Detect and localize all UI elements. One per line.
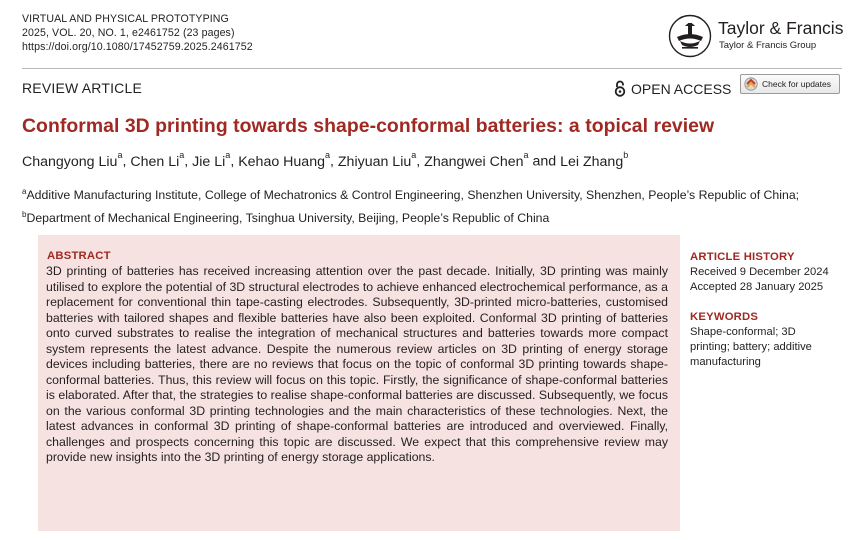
author[interactable]: Chen Li$^a$ — [130, 150, 185, 170]
article-history — [690, 250, 850, 295]
journal-doi-link[interactable]: https://doi.org/10.1080/17452759.2025.2461752 — [22, 41, 253, 53]
author[interactable]: Zhiyuan Liu$^a$ — [337, 150, 417, 170]
publisher-group: Taylor & Francis Group — [719, 40, 817, 51]
article-type: REVIEW ARTICLE — [22, 80, 143, 96]
abstract-text: 3D printing of batteries has received increasing attention over the past decade. Initially, 3D printing was mainly utilised to explore the potential of 3D structural electrodes to achieve enhanced electrochemical performance, as a replacement for conventional thin tape-casting electrodes. Subsequently, 3D-printed micro-batteries, customised batteries with tailored shapes and flexible batteries have also been exploited. Conformal 3D printing of batteries onto curved substrates to realise the integration of mechanical structures and batteries towards more compact system represents the latest advance. Despite the numerous review articles on 3D printing of energy storage devices including batteries, there are no reviews that focus on the topic of conformal 3D printing towards shape-conformal batteries. Thus, this review will focus on this topic. Firstly, the significance of shape-conformal batteries is elaborated. After that, the strategies to realise shape-conformal batteries are discussed. Subsequently, we focus on the various conformal 3D printing technologies and the main characteristics of these technologies. Next, the latest advances in conformal 3D printing of shape-conformal batteries are introduced and overviewed. Finally, challenges and prospects concerning this topic are discussed. We expect that this comprehensive review may provide new insights into the 3D printing of energy storage applications. — [46, 264, 668, 464]
author[interactable]: Changyong Liu$^a$ — [22, 150, 123, 170]
author[interactable]: Jie Li$^a$ — [192, 150, 231, 170]
journal-info — [22, 12, 253, 54]
article-title: Conformal 3D printing towards shape-conformal batteries: a topical review — [22, 115, 715, 137]
keywords-heading: KEYWORDS — [690, 311, 759, 323]
article-history-heading: ARTICLE HISTORY — [690, 251, 795, 263]
taylor-francis-logo-icon — [668, 14, 712, 58]
journal-issue: 2025, VOL. 20, NO. 1, e2461752 (23 pages) — [22, 27, 235, 39]
author-list: Changyong Liu$^a$, Chen Li$^a$, Jie Li$^a$, Kehao Huang$^a$, Zhiyuan Liu$^a$, Zhangwei Chen$^a$ and Lei Zhang$^b$ — [22, 150, 629, 170]
accepted-date: Accepted 28 January 2025 — [690, 281, 824, 293]
author[interactable]: Kehao Huang$^a$ — [238, 150, 330, 170]
open-access-label: OPEN ACCESS — [631, 80, 732, 97]
keywords — [690, 310, 825, 370]
journal-name: VIRTUAL AND PHYSICAL PROTOTYPING — [22, 13, 229, 25]
affiliation-a: Additive Manufacturing Institute, College of Mechatronics & Control Engineering, Shenzhen University, Shenzhen, People’s Republic of China; — [26, 188, 800, 203]
check-updates-icon — [744, 77, 758, 91]
open-access-badge — [614, 80, 731, 97]
check-for-updates-button[interactable] — [740, 74, 840, 94]
open-lock-icon — [614, 80, 626, 97]
affiliation-mark: b — [22, 210, 27, 220]
publisher-logo — [668, 10, 848, 60]
abstract-heading: ABSTRACT — [47, 250, 111, 262]
affiliations — [22, 182, 842, 228]
header-divider — [22, 68, 842, 69]
author[interactable]: Lei Zhang$^b$ — [560, 150, 629, 170]
affiliation-b: Department of Mechanical Engineering, Tsinghua University, Beijing, People’s Republic of China — [26, 211, 550, 226]
received-date: Received 9 December 2024 — [690, 266, 829, 278]
affiliation-mark: a — [22, 187, 27, 196]
keywords-text: Shape-conformal; 3D printing; battery; additive manufacturing — [690, 326, 812, 368]
author[interactable]: Zhangwei Chen$^a$ — [424, 150, 529, 170]
publisher-name: Taylor & Francis — [718, 18, 844, 38]
check-updates-label: Check for updates — [762, 79, 831, 89]
